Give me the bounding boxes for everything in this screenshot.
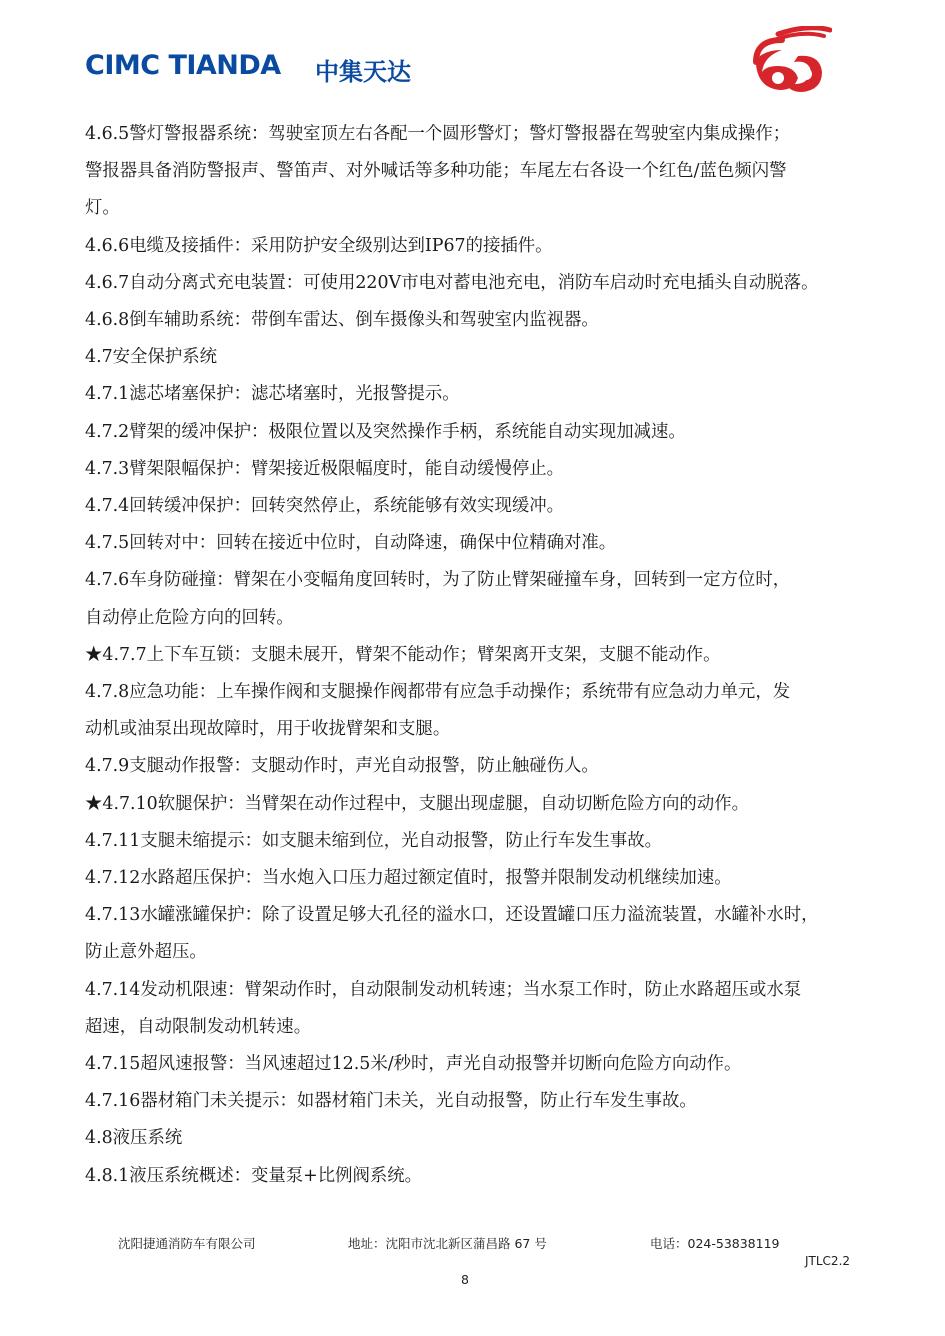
paragraph: [85, 1083, 875, 1120]
text-line: 4.7.13水罐涨罐保护：除了设置足够大孔径的溢水口，还设置罐口压力溢流装置，水罐补水时，: [85, 905, 819, 926]
text-line: 灯。: [85, 198, 120, 219]
paragraph: [85, 376, 875, 413]
text-line: 4.6.8倒车辅助系统：带倒车雷达、倒车摄像头和驾驶室内监视器。: [85, 310, 599, 331]
text-line: 自动停止危险方向的回转。: [85, 607, 294, 628]
paragraph: [85, 562, 875, 636]
paragraph: [85, 488, 875, 525]
text-line: 4.7.6车身防碰撞：臂架在小变幅角度回转时，为了防止臂架碰撞车身，回转到一定方位时，: [85, 570, 791, 591]
paragraph: [85, 823, 875, 860]
company-emblem-icon: [748, 26, 832, 96]
paragraph: [85, 1158, 875, 1195]
text-line: ★4.7.10软腿保护：当臂架在动作过程中，支腿出现虚腿，自动切断危险方向的动作。: [85, 793, 749, 814]
text-line: 防止意外超压。: [85, 942, 207, 963]
text-line: 4.6.6电缆及接插件：采用防护安全级别达到IP67的接插件。: [85, 235, 553, 256]
text-line: 4.7.3臂架限幅保护：臂架接近极限幅度时，能自动缓慢停止。: [85, 458, 565, 479]
text-line: 4.7.12水路超压保护：当水炮入口压力超过额定值时，报警并限制发动机继续加速。: [85, 868, 732, 889]
text-line: 4.7.14发动机限速：臂架动作时，自动限制发动机转速；当水泵工作时，防止水路超压或水泵: [85, 979, 802, 1000]
paragraph: [85, 525, 875, 562]
text-line: ★4.7.7上下车互锁：支腿未展开，臂架不能动作；臂架离开支架，支腿不能动作。: [85, 644, 721, 665]
text-line: 4.8.1液压系统概述：变量泵+比例阀系统。: [85, 1165, 423, 1186]
text-line: 4.7.4回转缓冲保护：回转突然停止，系统能够有效实现缓冲。: [85, 496, 565, 517]
paragraph: [85, 116, 875, 228]
text-line: 4.7.15超风速报警：当风速超过12.5米/秒时，声光自动报警并切断向危险方向动作。: [85, 1054, 742, 1075]
paragraph: [85, 860, 875, 897]
text-line: 4.7.11支腿未缩提示：如支腿未缩到位，光自动报警，防止行车发生事故。: [85, 830, 663, 851]
paragraph: [85, 674, 875, 748]
text-line: 警报器具备消防警报声、警笛声、对外喊话等多种功能；车尾左右各设一个红色/蓝色频闪警: [85, 161, 787, 182]
paragraph: [85, 265, 875, 302]
paragraph: [85, 451, 875, 488]
section-heading: [85, 339, 875, 376]
brand-logo-chinese: 中集天达: [315, 58, 411, 86]
page-footer: [0, 1228, 945, 1328]
document-body: [85, 116, 875, 1195]
text-line: 4.7安全保护系统: [85, 347, 218, 368]
paragraph: [85, 637, 875, 674]
text-line: 4.7.16器材箱门未关提示：如器材箱门未关，光自动报警，防止行车发生事故。: [85, 1091, 697, 1112]
footer-company: 沈阳捷通消防车有限公司: [118, 1236, 256, 1251]
paragraph: [85, 786, 875, 823]
text-line: 4.7.5回转对中：回转在接近中位时，自动降速，确保中位精确对准。: [85, 533, 617, 554]
text-line: 动机或油泵出现故障时，用于收拢臂架和支腿。: [85, 719, 451, 740]
paragraph: [85, 302, 875, 339]
paragraph: [85, 1046, 875, 1083]
document-code: JTLC2.2: [805, 1254, 851, 1268]
page-header: [0, 0, 945, 110]
page-number: 8: [461, 1272, 469, 1287]
text-line: 4.8液压系统: [85, 1128, 183, 1149]
text-line: 4.6.7自动分离式充电装置：可使用220V市电对蓄电池充电，消防车启动时充电插头自动脱落。: [85, 272, 819, 293]
paragraph: [85, 897, 875, 971]
footer-phone: 电话：024-53838119: [650, 1236, 780, 1251]
brand-logo-text: CIMC TIANDA: [85, 50, 281, 81]
paragraph: [85, 228, 875, 265]
section-heading: [85, 1120, 875, 1157]
text-line: 4.7.8应急功能：上车操作阀和支腿操作阀都带有应急手动操作；系统带有应急动力单元，发: [85, 682, 791, 703]
paragraph: [85, 972, 875, 1046]
text-line: 超速，自动限制发动机转速。: [85, 1016, 312, 1037]
text-line: 4.7.2臂架的缓冲保护：极限位置以及突然操作手柄，系统能自动实现加减速。: [85, 421, 686, 442]
text-line: 4.7.1滤芯堵塞保护：滤芯堵塞时，光报警提示。: [85, 384, 460, 405]
footer-address: 地址：沈阳市沈北新区蒲昌路 67 号: [348, 1236, 547, 1251]
paragraph: [85, 748, 875, 785]
text-line: 4.6.5警灯警报器系统：驾驶室顶左右各配一个圆形警灯；警灯警报器在驾驶室内集成操作；: [85, 124, 791, 144]
text-line: 4.7.9支腿动作报警：支腿动作时，声光自动报警，防止触碰伤人。: [85, 756, 599, 777]
paragraph: [85, 414, 875, 451]
